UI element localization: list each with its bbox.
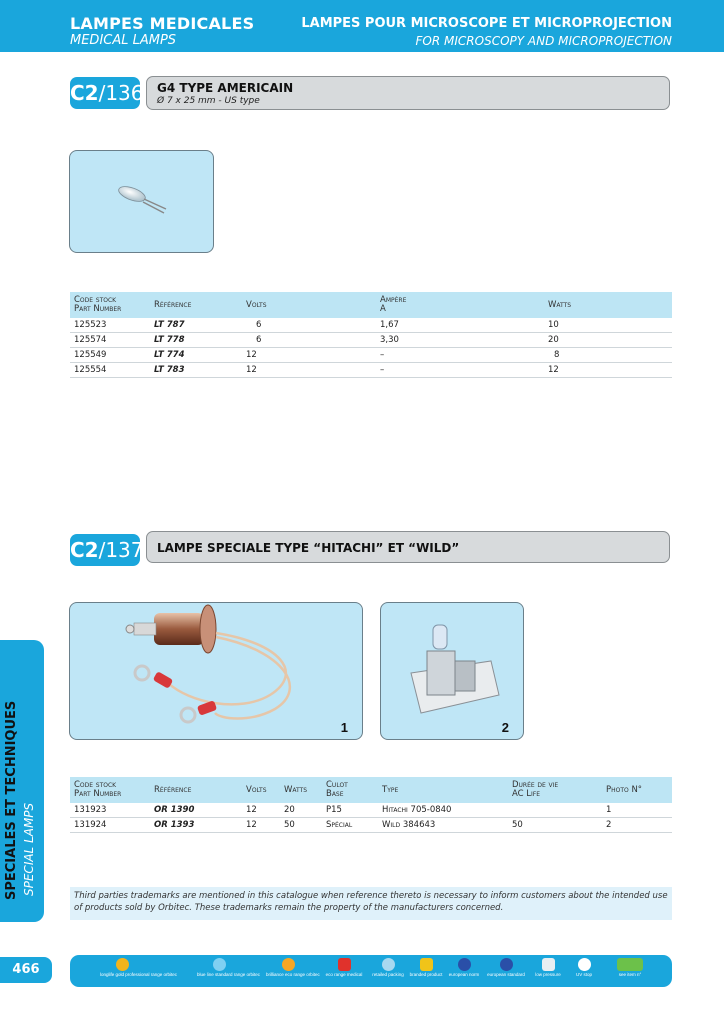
table-row: 125523 LT 787 6 1,67 10	[70, 318, 672, 333]
side-tab-subtitle: SPECIAL LAMPS	[22, 802, 36, 896]
table-header-row: Code stock Part Number Référence Volts Ampère A Watts	[70, 292, 672, 318]
brilliance-icon	[282, 958, 295, 971]
header-left-subtitle: MEDICAL LAMPS	[70, 33, 177, 48]
blue-line-icon	[213, 958, 226, 971]
g4-bulb-illustration	[70, 151, 214, 253]
header-right-subtitle: FOR MICROSCOPY AND MICROPROJECTION	[415, 34, 672, 48]
table-header-row: Code stock Part Number Référence Volts Watts Culot Base Type Durée de vie AC Life Photo N°	[70, 777, 672, 803]
legend-item: see item n°	[608, 958, 652, 977]
branded-icon	[420, 958, 433, 971]
photo-number-2: 2	[501, 720, 509, 735]
section2-code-badge: C2/137	[70, 534, 140, 566]
legend-bar	[70, 955, 672, 987]
side-tab-title: SPECIALES ET TECHNIQUES	[4, 700, 19, 900]
section1-code-badge: C2/136	[70, 77, 140, 109]
legend-item: UV stop	[562, 958, 606, 977]
table-row: 131924 OR 1393 12 50 Spécial Wild 384643 50 2	[70, 818, 672, 833]
header-left-title: LAMPES MEDICALES	[70, 14, 255, 33]
uv-stop-icon	[578, 958, 591, 971]
legend-item: blue line standard range orbitec	[197, 958, 241, 977]
section1-title-bar	[146, 76, 670, 110]
see-item-icon	[617, 958, 643, 971]
legend-item: european standard	[484, 958, 528, 977]
section2-table	[70, 777, 672, 833]
legend-item: longlife gold professional range orbitec	[100, 958, 144, 977]
section2-photo-2	[380, 602, 524, 740]
section2-title: LAMPE SPECIALE TYPE “HITACHI” ET “WILD”	[157, 541, 460, 555]
page-number: 466	[0, 957, 52, 983]
table-row: 125574 LT 778 6 3,30 20	[70, 333, 672, 348]
header-right-title: LAMPES POUR MICROSCOPE ET MICROPROJECTION	[301, 16, 672, 31]
low-pressure-icon	[542, 958, 555, 971]
legend-item: retailed packing	[366, 958, 410, 977]
legend-item: european norm	[442, 958, 486, 977]
page-header	[0, 0, 724, 52]
photo-number-1: 1	[340, 720, 348, 735]
table-row: 131923 OR 1390 12 20 P15 Hitachi 705-0840 1	[70, 803, 672, 818]
legend-item: low pressure	[526, 958, 570, 977]
retail-icon	[382, 958, 395, 971]
legend-item: brilliance eco range orbitec	[266, 958, 310, 977]
gold-range-icon	[116, 958, 129, 971]
section1-title: G4 TYPE AMERICAIN	[157, 81, 294, 95]
trademark-note: Third parties trademarks are mentioned in this catalogue when reference thereto is necessary to inform customers about the intended use of products sold by Orbitec. These trademarks remain the property of the manufacturers concerned.	[70, 887, 672, 920]
section1-subtitle: Ø 7 x 25 mm - US type	[157, 96, 260, 106]
eco-range-icon	[338, 958, 351, 971]
section2-title-bar	[146, 531, 670, 563]
table-row: 125554 LT 783 12 – 12	[70, 363, 672, 378]
hitachi-lamp-illustration	[70, 603, 363, 740]
table-row: 125549 LT 774 12 – 8	[70, 348, 672, 363]
section1-photo	[69, 150, 214, 253]
european-standard-icon	[500, 958, 513, 971]
legend-item: eco range medical	[322, 958, 366, 977]
section2-photo-1	[69, 602, 363, 740]
legend-item: branded product	[404, 958, 448, 977]
side-category-tab	[0, 640, 44, 922]
section1-table	[70, 292, 672, 378]
european-norm-icon	[458, 958, 471, 971]
